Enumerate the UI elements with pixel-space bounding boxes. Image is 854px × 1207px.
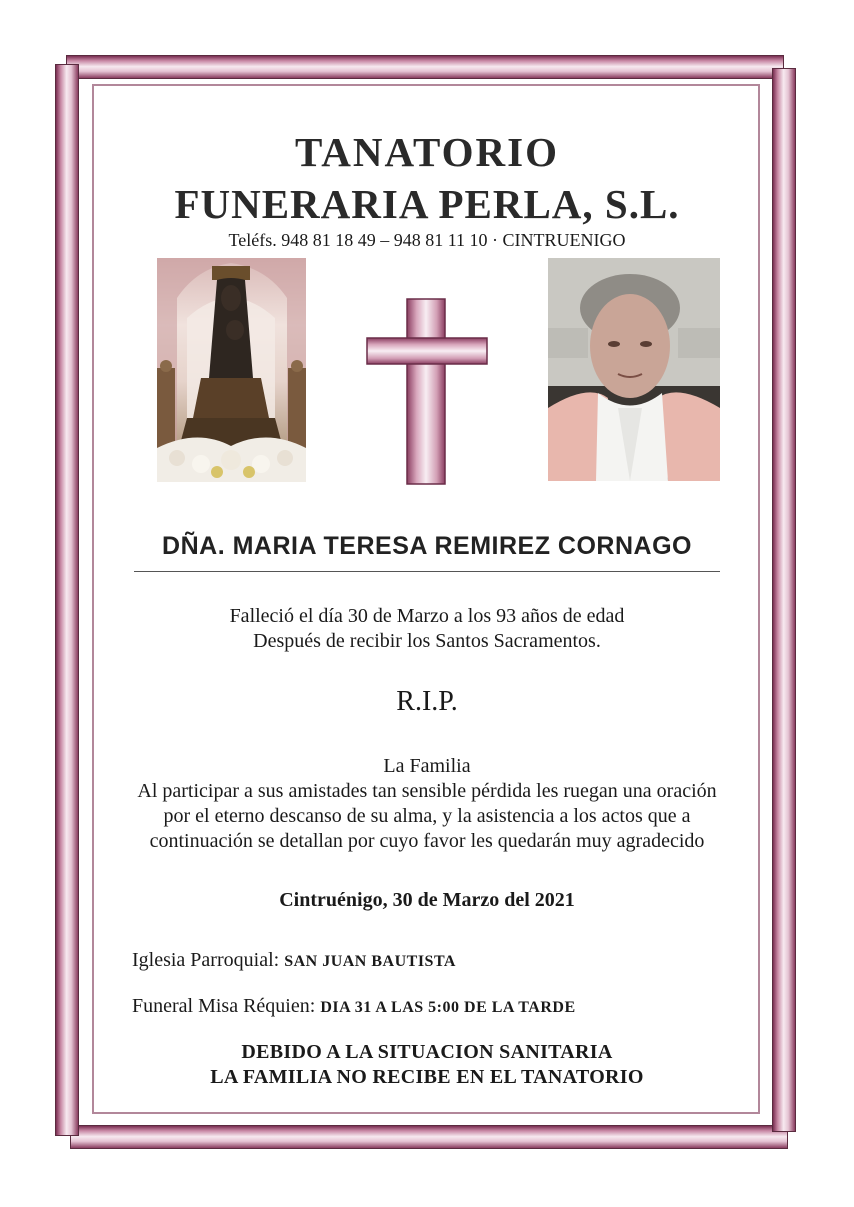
death-notice-line2: Después de recibir los Santos Sacramentos. (253, 630, 601, 652)
notice-line1: DEBIDO A LA SITUACION SANITARIA (241, 1041, 613, 1063)
notice-line2: LA FAMILIA NO RECIBE EN EL TANATORIO (210, 1066, 644, 1088)
frame-bottom-bar (70, 1125, 788, 1149)
deceased-portrait-photo (548, 258, 720, 481)
funeral-line (132, 995, 576, 1018)
family-line3: continuación se detallan por cuyo favor les quedarán muy agradecido (149, 830, 705, 852)
church-label: Iglesia Parroquial: (132, 949, 280, 971)
family-message (0, 754, 854, 854)
phone-numbers: Teléfs. 948 81 18 49 – 948 81 11 10 · CINTRUENIGO (228, 230, 626, 250)
virgin-statue-photo (157, 258, 306, 482)
family-line2: por el eterno descanso de su alma, y la asistencia a los actos que a (163, 805, 691, 827)
family-line1: Al participar a sus amistades tan sensible pérdida les ruegan una oración (137, 780, 717, 802)
deceased-name: DÑA. MARIA TERESA REMIREZ CORNAGO (162, 532, 692, 560)
funeral-label: Funeral Misa Réquien: (132, 995, 316, 1017)
title-funeraria: FUNERARIA PERLA, S.L. (174, 181, 680, 227)
title-tanatorio: TANATORIO (294, 129, 560, 175)
cross-icon (366, 298, 488, 491)
rip-text: R.I.P. (396, 686, 458, 717)
name-divider (134, 571, 720, 572)
frame-top-bar (66, 55, 784, 79)
funeral-value: DIA 31 A LAS 5:00 DE LA TARDE (320, 999, 576, 1016)
church-value: SAN JUAN BAUTISTA (284, 953, 456, 970)
dateline: Cintruénigo, 30 de Marzo del 2021 (279, 889, 575, 911)
church-line (132, 949, 456, 972)
death-notice-line1: Falleció el día 30 de Marzo a los 93 años de edad (229, 605, 625, 627)
family-heading: La Familia (383, 755, 471, 777)
sanitary-notice (0, 1040, 854, 1090)
